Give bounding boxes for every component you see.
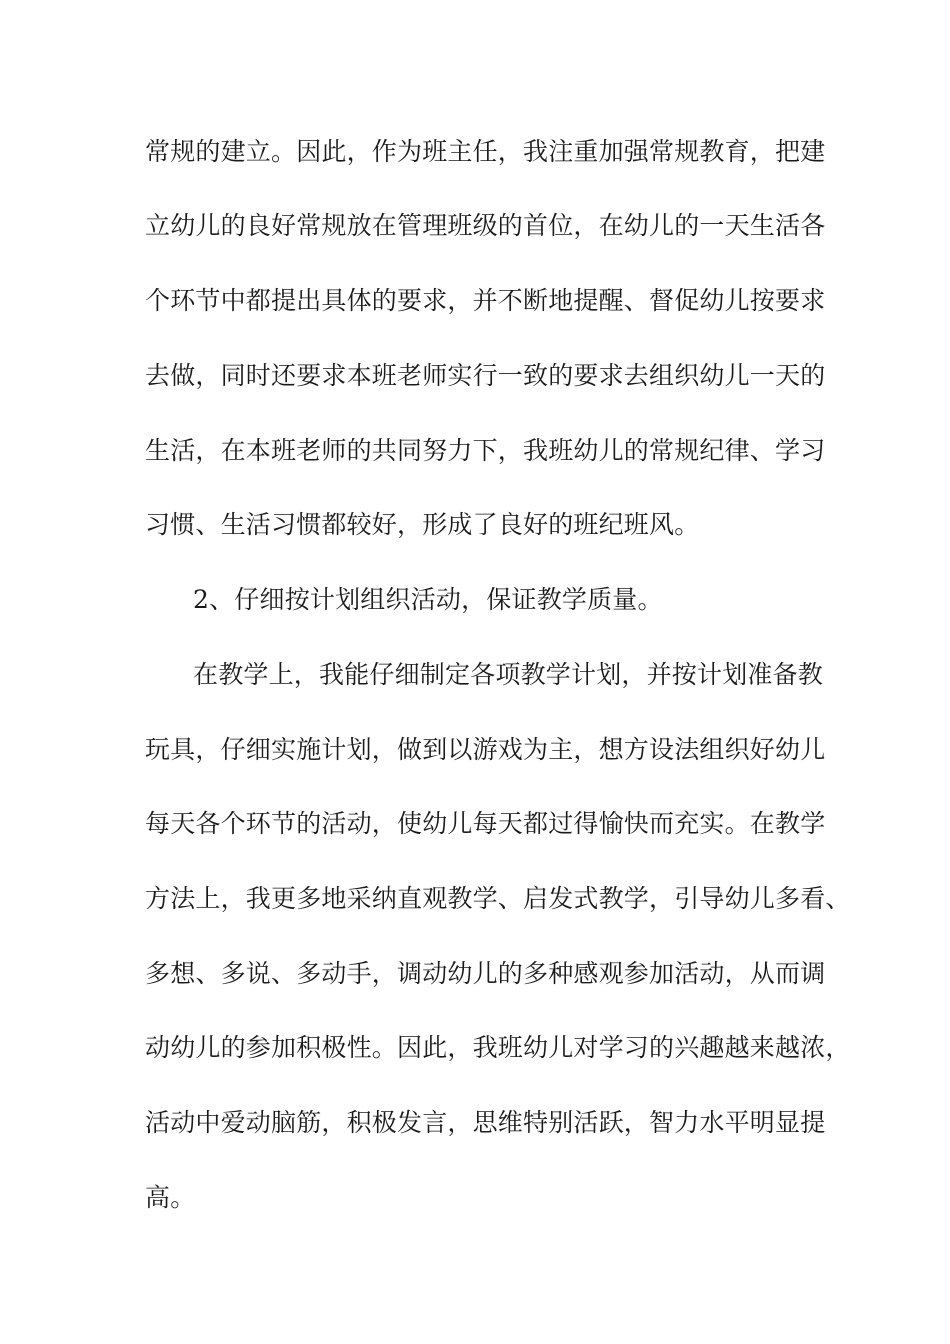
text-line: 多想、多说、多动手，调动幼儿的多种感观参加活动，从而调 <box>145 959 826 988</box>
text-line: 立幼儿的良好常规放在管理班级的首位，在幼儿的一天生活各 <box>145 211 826 240</box>
text-line: 个环节中都提出具体的要求，并不断地提醒、督促幼儿按要求 <box>145 286 826 315</box>
text-line: 玩具，仔细实施计划，做到以游戏为主，想方设法组织好幼儿 <box>145 735 826 764</box>
text-line: 去做，同时还要求本班老师实行一致的要求去组织幼儿一天的 <box>145 361 826 390</box>
section-heading: 2、仔细按计划组织活动，保证教学质量。 <box>193 585 663 614</box>
text-line: 动幼儿的参加积极性。因此，我班幼儿对学习的兴趣越来越浓， <box>145 1033 851 1062</box>
text-line: 习惯、生活习惯都较好，形成了良好的班纪班风。 <box>145 510 700 539</box>
paragraph-first-line: 在教学上，我能仔细制定各项教学计划，并按计划准备教 <box>193 660 824 689</box>
text-line: 每天各个环节的活动，使幼儿每天都过得愉快而充实。在教学 <box>145 809 826 838</box>
text-line: 常规的建立。因此，作为班主任，我注重加强常规教育，把建 <box>145 137 826 166</box>
text-line: 高。 <box>145 1183 196 1212</box>
text-line: 生活，在本班老师的共同努力下，我班幼儿的常规纪律、学习 <box>145 436 826 465</box>
text-line: 活动中爱动脑筋，积极发言，思维特别活跃，智力水平明显提 <box>145 1108 826 1137</box>
text-line: 方法上，我更多地采纳直观教学、启发式教学，引导幼儿多看、 <box>145 884 851 913</box>
